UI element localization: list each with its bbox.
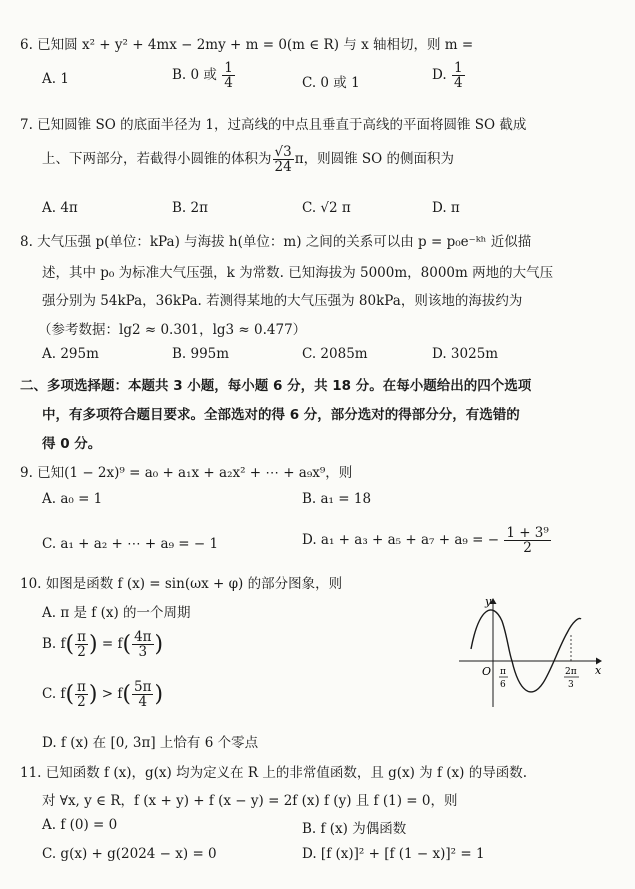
q7-option-a: A. 4π [42,200,78,216]
q9-option-b: B. a₁ = 18 [302,491,372,507]
q9-option-c: C. a₁ + a₂ + ⋯ + a₉ = − 1 [42,536,219,552]
sine-graph [455,593,605,711]
tick2-den: 3 [568,680,574,690]
q8-option-b: B. 995m [172,346,230,362]
q7-line2 [42,145,454,174]
q8-option-d: D. 3025m [432,346,499,362]
q11-option-b: B. f (x) 为偶函数 [302,821,407,837]
origin-label: O [482,665,492,678]
section2-line2: 中，有多项符合题目要求。全部选对的得 6 分，部分选对的得部分分，有选错的 [42,407,520,423]
q6-d-fraction: $\frac{1}{4}$ [453,60,463,92]
q10-c-frac1: $\frac{\pi}{2}$ [77,679,86,711]
q11-option-a: A. f (0) = 0 [42,817,118,833]
q8-option-a: A. 295m [42,346,99,362]
q10-c-pre: C. f [42,686,66,703]
q10-option-c: C. f( $\frac{\pi}{2}$ ) > f( $\frac{5\pi}{4}$ ) [42,679,164,711]
q8-line1: 8. 大气压强 p(单位：kPa) 与海拔 h(单位：m) 之间的关系可以由 p = p₀e⁻ᵏʰ 近似描 [20,234,532,250]
q6-stem: 6. 已知圆 x² + y² + 4mx − 2my + m = 0(m ∈ R) 与 x 轴相切，则 m = [20,37,474,53]
q9-option-d [302,526,552,555]
q10-stem: 10. 如图是函数 f (x) = sin(ωx + φ) 的部分图象，则 [20,576,343,592]
y-axis-label: y [485,595,492,608]
q7-line2-post: π，则圆锥 SO 的侧面积为 [294,151,454,168]
q7-option-d: D. π [432,200,460,216]
q6-option-b [172,61,236,90]
q9-d-fraction: $\frac{\text{1 + 3⁹}}{2}$ [506,525,549,557]
q6-option-d [432,61,466,90]
q11-option-d: D. [f (x)]² + [f (1 − x)]² = 1 [302,846,485,862]
q6-option-a: A. 1 [42,71,69,87]
section2-line1: 二、多项选择题：本题共 3 小题，每小题 6 分，共 18 分。在每小题给出的四个选项 [20,378,532,394]
q9-option-a: A. a₀ = 1 [42,491,103,507]
q7-line2-pre: 上、下两部分，若截得小圆锥的体积为 [42,151,272,168]
q10-b-frac1: $\frac{\pi}{2}$ [77,629,86,661]
q10-c-op: > f [101,686,123,703]
q6-option-c: C. 0 或 1 [302,75,360,91]
q8-line3: 强分别为 54kPa，36kPa. 若测得某地的大气压强为 80kPa，则该地的海拔约为 [42,293,523,309]
q9-stem: 9. 已知(1 − 2x)⁹ = a₀ + a₁x + a₂x² + ⋯ + a₉x⁹，则 [20,465,353,481]
q10-b-frac2: $\frac{4\pi}{3}$ [134,629,152,661]
q11-line2: 对 ∀x, y ∈ R，f (x + y) + f (x − y) = 2f (x) f (y) 且 f (1) = 0，则 [42,793,458,809]
q10-option-d: D. f (x) 在 [0, 3π] 上恰有 6 个零点 [42,735,259,751]
q6-d-text: D. [432,67,447,84]
x-axis-label: x [595,664,602,677]
tick1-num: π [500,667,506,677]
q8-line2: 述，其中 p₀ 为标准大气压强，k 为常数. 已知海拔为 5000m，8000m 两地的大气压 [42,265,554,281]
sine-curve [471,610,581,692]
q10-option-b: B. f( $\frac{\pi}{2}$ ) = f( $\frac{4\pi}{3}$ ) [42,629,164,661]
tick2-num: 2π [565,667,577,677]
q6-b-fraction: $\frac{1}{4}$ [224,60,233,92]
q7-option-c: C. √2 π [302,200,351,216]
q7-fraction: $\frac{√3}{24}$ [274,144,292,176]
q11-line1: 11. 已知函数 f (x)，g(x) 均为定义在 R 上的非常值函数，且 g(x) 为 f (x) 的导函数. [20,765,527,781]
section2-line3: 得 0 分。 [42,436,102,452]
q10-b-op: = f [101,636,123,653]
q10-option-a: A. π 是 f (x) 的一个周期 [42,605,191,621]
q6-b-text: B. 0 或 [172,67,217,84]
q8-option-c: C. 2085m [302,346,368,362]
q11-option-c: C. g(x) + g(2024 − x) = 0 [42,846,217,862]
q9-d-text: D. a₁ + a₃ + a₅ + a₇ + a₉ = − [302,532,500,549]
q7-option-b: B. 2π [172,200,208,216]
q10-c-frac2: $\frac{5\pi}{4}$ [134,679,152,711]
q10-b-pre: B. f [42,636,66,653]
q8-line4: （参考数据：lg2 ≈ 0.301，lg3 ≈ 0.477） [38,322,307,338]
tick1-den: 6 [500,680,506,690]
q7-line1: 7. 已知圆锥 SO 的底面半径为 1，过高线的中点且垂直于高线的平面将圆锥 SO 截成 [20,117,527,133]
